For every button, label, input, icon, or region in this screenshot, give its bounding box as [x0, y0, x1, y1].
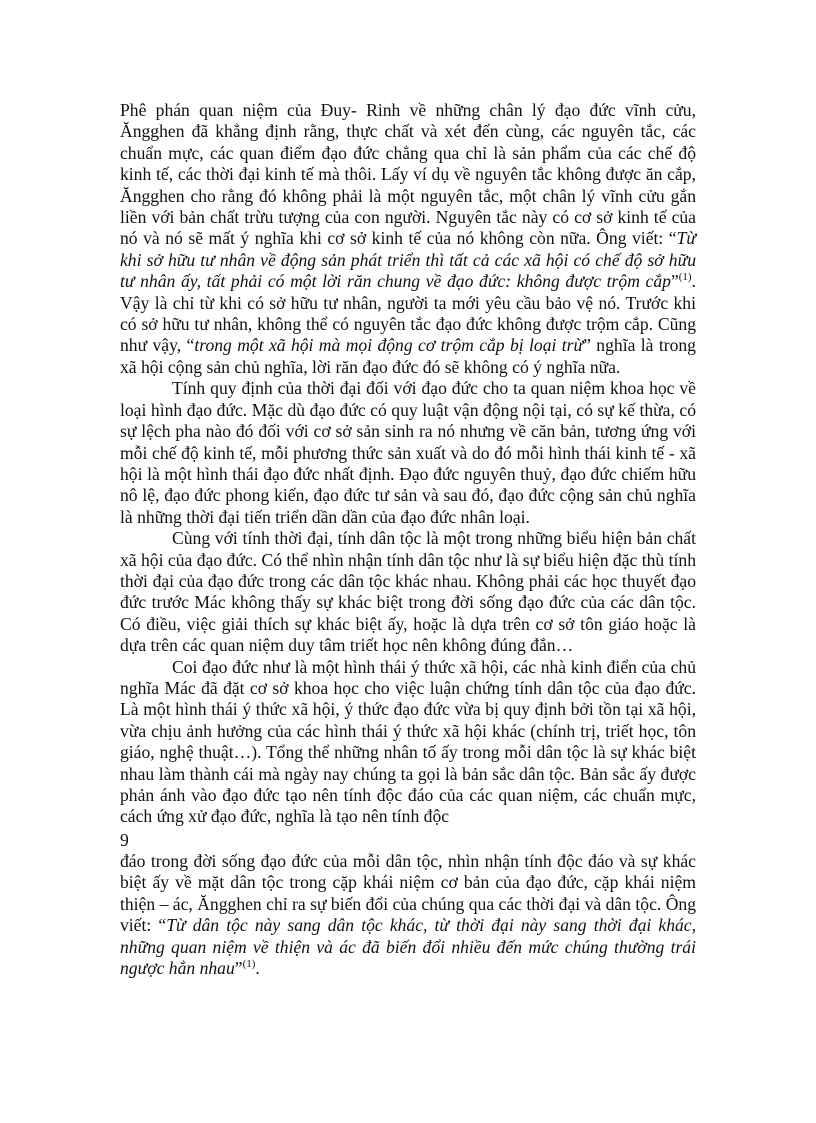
paragraph-5-text: đáo trong đời sống đạo đức của mỗi dân tộc, nhìn nhận tính độc đáo và sự khác biệt ấy về mặt dân tộc trong cặp khái niệm cơ bản của đạo đức, cặp khái niệm thiện – ác, Ăngghen chỉ ra sự biến đổi của chúng qua các thời đại và dân tộc. Ông viết: “: [120, 851, 696, 936]
text-block-upper: [120, 100, 696, 828]
paragraph-1-text-cont: . Vậy là chỉ từ khi có sở hữu tư nhân, người ta mới yêu cầu bảo vệ nó. Trước khi có sở hữu tư nhân, không thể có nguyên tắc đạo đức không được trộm cắp. Cũng như vậy, “: [120, 271, 696, 356]
closing-quote-mark-2: ”: [234, 958, 243, 979]
footnote-ref-1: (1): [678, 271, 692, 284]
paragraph-1-text: Phê phán quan niệm của Đuy- Rinh về những chân lý đạo đức vĩnh cửu, Ăngghen đã khẳng định rằng, thực chất và xét đến cùng, các nguyên tắc, các chuẩn mực, các quan điểm đạo đức chẳng qua chỉ là sản phẩm của các chế độ kinh tế, các thời đại kinh tế mà thôi. Lấy ví dụ về nguyên tắc không được ăn cắp, Ăngghen cho rằng đó không phải là một nguyên tắc, một chân lý vĩnh cửu gắn liền với bản chất trừu tượng của con người. Nguyên tắc này có cơ sở kinh tế của nó và nó sẽ mất ý nghĩa khi cơ sở kinh tế của nó không còn nữa. Ông viết: “: [120, 100, 696, 249]
paragraph-3: Cùng với tính thời đại, tính dân tộc là một trong những biểu hiện bản chất xã hội của đạo đức. Có thể nhìn nhận tính dân tộc như là sự biểu hiện đặc thù tính thời đại của đạo đức trong các dân tộc khác nhau. Không phải các học thuyết đạo đức trước Mác không thấy sự khác biệt trong đời sống đạo đức của các dân tộc. Có điều, việc giải thích sự khác biệt ấy, hoặc là dựa trên cơ sở tôn giáo hoặc là dựa trên các quan niệm duy tâm triết học nên không đúng đắn…: [120, 528, 696, 656]
text-block-lower: [120, 830, 696, 979]
engels-quote-2: trong một xã hội mà mọi động cơ trộm cắp bị loại trừ: [194, 335, 584, 356]
paragraph-5-end: .: [255, 958, 260, 979]
engels-quote-1: Từ khi sở hữu tư nhân về động sản phát triển thì tất cả các xã hội có chế độ sở hữu tư nhân ấy, tất phải có một lời răn chung về đạo đức: không được trộm cắp: [120, 228, 696, 292]
closing-quote-mark: ”: [670, 271, 679, 292]
footnote-ref-2: (1): [242, 958, 256, 971]
page-number: 9: [120, 830, 129, 850]
paragraph-4: Coi đạo đức như là một hình thái ý thức xã hội, các nhà kinh điển của chủ nghĩa Mác đã đặt cơ sở khoa học cho việc luận chứng tính dân tộc của đạo đức. Là một hình thái ý thức xã hội, ý thức đạo đức vừa bị quy định bởi tồn tại xã hội, vừa chịu ảnh hưởng của các hình thái ý thức xã hội khác (chính trị, triết học, tôn giáo, nghệ thuật…). Tổng thể những nhân tố ấy trong mỗi dân tộc là sự khác biệt nhau làm thành cái mà ngày nay chúng ta gọi là bản sắc dân tộc. Bản sắc ấy được phản ánh vào đạo đức tạo nên tính độc đáo của các quan niệm, các chuẩn mực, cách ứng xử đạo đức, nghĩa là tạo nên tính độc: [120, 656, 696, 827]
paragraph-5: [120, 851, 696, 979]
paragraph-1-text-end: ” nghĩa là trong xã hội cộng sản chủ nghĩa, lời răn đạo đức đó sẽ không có ý nghĩa nữa.: [120, 335, 696, 377]
paragraph-1: [120, 100, 696, 378]
paragraph-2: Tính quy định của thời đại đối với đạo đức cho ta quan niệm khoa học về loại hình đạo đức. Mặc dù đạo đức có quy luật vận động nội tại, có sự kế thừa, có sự lệch pha nào đó đối với cơ sở sản sinh ra nó nhưng về căn bản, tương ứng với mỗi chế độ kinh tế, mỗi phương thức sản xuất và do đó mỗi hình thái kinh tế - xã hội là một hình thái đạo đức nhất định. Đạo đức nguyên thuỷ, đạo đức chiếm hữu nô lệ, đạo đức phong kiến, đạo đức tư sản và sau đó, đạo đức cộng sản chủ nghĩa là những thời đại tiến triển dần dần của đạo đức nhân loại.: [120, 378, 696, 527]
engels-quote-3: Từ dân tộc này sang dân tộc khác, từ thời đại này sang thời đại khác, những quan niệm về thiện và ác đã biến đổi nhiều đến mức chúng thường trái ngược hẳn nhau: [120, 915, 696, 979]
